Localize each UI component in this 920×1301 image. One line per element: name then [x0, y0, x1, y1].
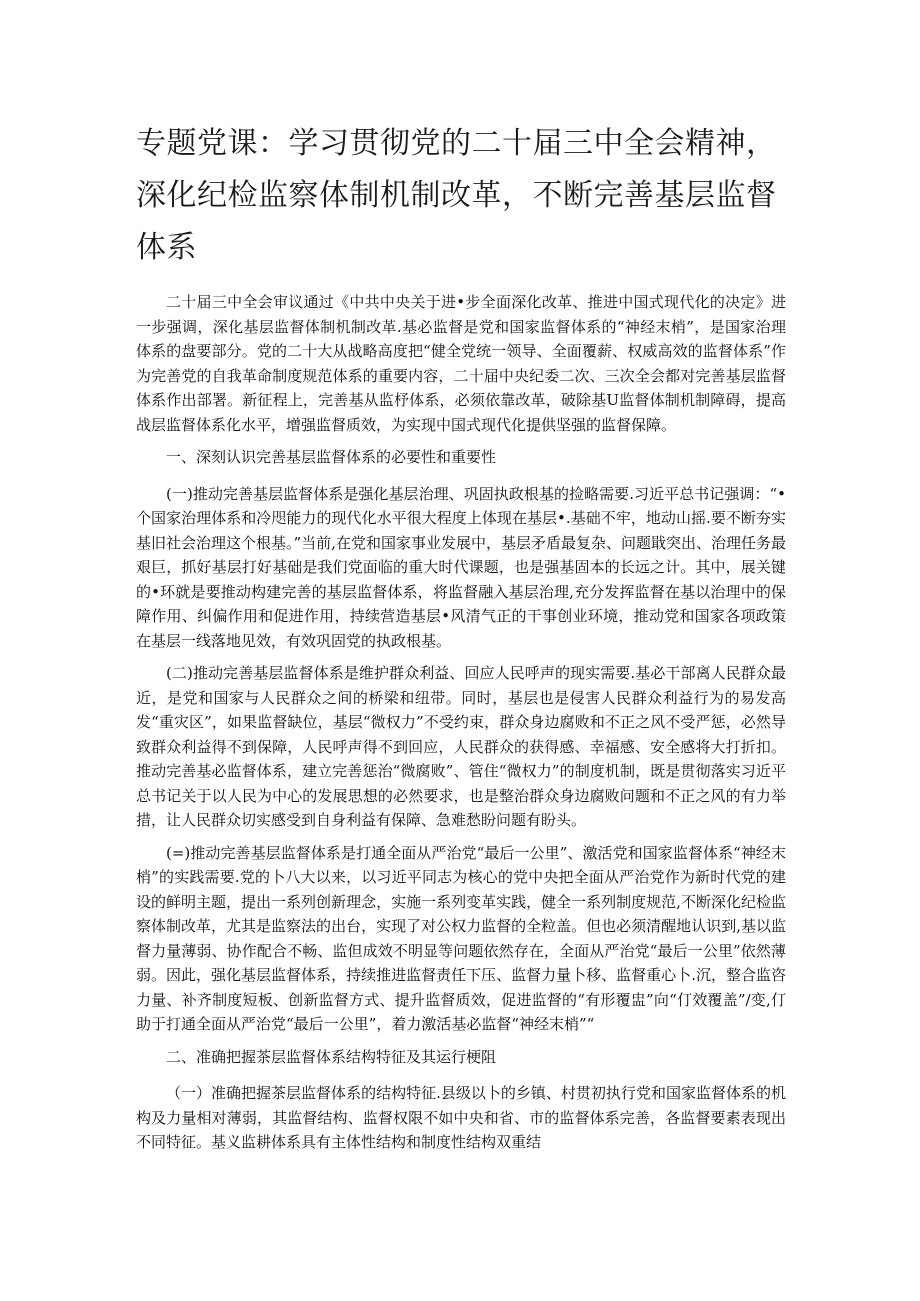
document-title: 专题党课：学习贯彻党的二十届三中全会精神，深化纪检监察体制机制改革，不断完善基层监督体系	[136, 126, 777, 265]
paragraph-2-1: （一）准确把握茶层监督体系的结构特征.县级以卜的乡镇、村贯初执行党和国家监督体系的机构及力量相对薄弱，其监督结构、监督权限不如中央和省、市的监督体系完善，各监督要素表现出不同特征。基义监耕体系具有主体性结构和制度性结构双重结	[136, 1084, 786, 1151]
section-heading-2: 二、准确把握茶层监督体系结构特征及其运行梗阻	[166, 1047, 497, 1066]
paragraph-1-3: (=)推动完善基层监督体系是打通全面从严治党“最后一公里”、激活党和国家监督体系“神经末梢”的实践需要.党的卜八大以来，以习近平同志为核心的党中央把全面从严治党作为新时代党的建设的鲜明主题，提出一系列创新理念，实施一系列变革实践，健全一系列制度规范,不断深化纪检监察体制改革，尤其是监察法的出台，实现了对公权力监督的全粒盖。但也必须清醒地认识到,基以监督力量薄弱、协作配合不畅、监但成效不明显等问题依然存在，全面从严治党“最后一公里”依然薄弱。因此，强化基层监督体系，持续推进监督责任下压、监督力量卜移、监督重心卜.沉，整合监咨力量、补齐制度短板、创新监督方式、提升监督质效，促进监督的“有形覆盅”向“仃效覆盖”/变,仃助于打通全面从严治党“最后一公里”，着力激活基必监督“神经末梢”“	[136, 843, 786, 1033]
paragraph-1-2: (二)推动完善基层监督体系是维护群众利益、回应人民呼声的现实需要.基必干部离人民群众最近，是党和国家与人民群众之间的桥梁和纽带。同时，基层也是侵害人民群众利益行为的易发高发“重灾区”，如果监督缺位，基层“微权力”不受约束，群众身边腐败和不正之风不受严惩，必然导致群众利益得不到保障，人民呼声得不到回应，人民群众的获得感、幸福感、安全感将大打折扣。推动完善基必监督体系，建立完善惩治“微腐败”、管住“微权力”的制度机制，既是贯彻落实习近平总书记关于以人民为中心的发展思想的必然要求，也是整治群众身边腐败问题和不正之风的有力举措，让人民群众切实感受到自身利益有保障、急难愁盼问题有盼头。	[136, 664, 786, 829]
intro-paragraph: 二十届三中全会审议通过《中共中央关于进•步全面深化改革、推进中国式现代化的决定》进一步强调，深化基层监督体制机制改革.基必监督是党和国家监督体系的“神经末梢”，是国家治理体系的盘要部分。党的二十大从战略高度把“健全党统一领导、全面覆薪、权威高效的监督体系”作为完善党的自我革命制度规范体系的重要内容，二十届中央纪委二次、三次全会都对完善基层监督体系作出部署。新征程上，完善基从监杼体系，必须依靠改革，破除基U监督体制机制障碍，提高战层监督体系化水平，增强监督质效，为实现中国式现代化提供坚强的监督保障。	[136, 293, 786, 434]
document-page	[136, 118, 786, 1163]
paragraph-1-1: (一)推动完善基层监督体系是强化基层治理、巩固执政根基的捡略需要.习近平总书记强调：“•个国家治理体系和冷咫能力的现代化水平很大程度上体现在基层•.基础不牢，地动山摇.要不断夯实基旧社会治理这个根基。”当前,在党和国家事业发展中，基层矛盾最复杂、问题戢突出、治理任务最艰巨，抓好基层打好基础是我们党面临的重大时代课题，也是强基固本的长远之计。其中，展关键的•环就是要推动构建完善的基层监督体系，将监督融入基层治理,充分发挥监督在基以治理中的保障作用、纠偏作用和促进作用，持续营造基层•风清气正的干事创业环境，推动党和国家各项政策在基层一线落地见效，有效巩固党的执政根基。	[136, 484, 786, 650]
section-heading-1: 一、深刻认识完善基层监督体系的必要性和重要性	[166, 448, 497, 466]
